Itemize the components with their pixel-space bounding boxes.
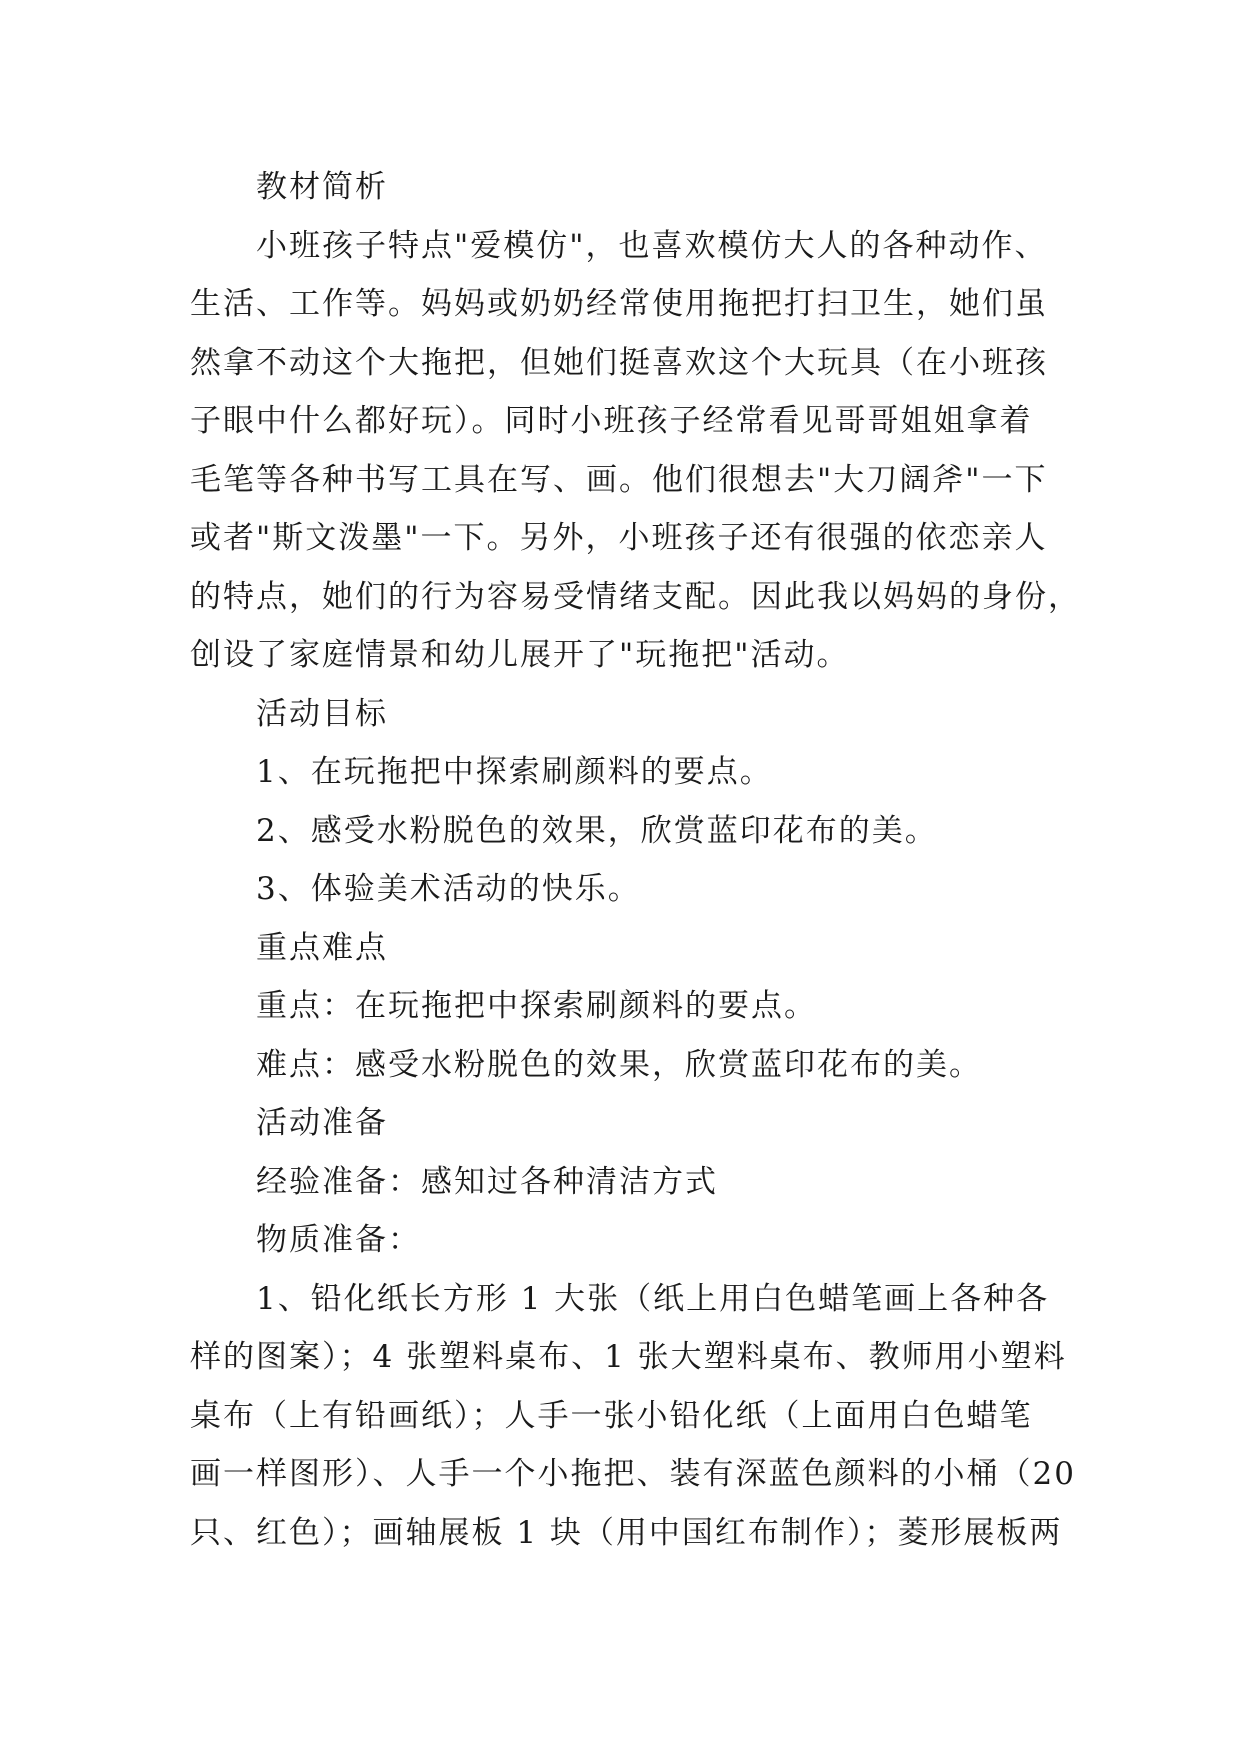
text-line: 然拿不动这个大拖把，但她们挺喜欢这个大玩具（在小班孩 [190,344,1048,381]
text-line: 样的图案）；4 张塑料桌布、1 张大塑料桌布、教师用小塑料 [190,1339,1067,1375]
text-line: 毛笔等各种书写工具在写、画。他们很想去"大刀阔斧"一下 [190,461,1048,498]
text-line: 子眼中什么都好玩）。同时小班孩子经常看见哥哥姐姐拿着 [190,403,1033,439]
text-line: 小班孩子特点"爱模仿"，也喜欢模仿大人的各种动作、 [256,227,1048,264]
text-line: 1、在玩拖把中探索刷颜料的要点。 [256,754,773,790]
text-line: 经验准备：感知过各种清洁方式 [256,1163,718,1200]
text-line: 重点难点 [256,929,388,966]
text-line: 2、感受水粉脱色的效果，欣赏蓝印花布的美。 [256,812,938,849]
text-line: 物质准备： [256,1222,421,1258]
text-line: 3、体验美术活动的快乐。 [256,871,641,907]
text-line: 活动目标 [256,695,388,732]
text-line: 重点：在玩拖把中探索刷颜料的要点。 [256,988,817,1024]
text-line: 或者"斯文泼墨"一下。另外，小班孩子还有很强的依恋亲人 [190,520,1048,556]
text-line: 的特点，她们的行为容易受情绪支配。因此我以妈妈的身份， [190,578,1081,615]
text-line: 桌布（上有铅画纸）；人手一张小铅化纸（上面用白色蜡笔 [190,1397,1033,1434]
text-line: 难点：感受水粉脱色的效果，欣赏蓝印花布的美。 [256,1046,982,1083]
text-line: 生活、工作等。妈妈或奶奶经常使用拖把打扫卫生，她们虽 [190,286,1048,322]
text-line: 画一样图形）、人手一个小拖把、装有深蓝色颜料的小桶（20 [190,1456,1076,1492]
text-line: 只、红色）；画轴展板 1 块（用中国红布制作）；菱形展板两 [190,1514,1063,1551]
text-line: 教材简析 [256,169,388,205]
document-body [190,158,1081,1562]
text-line: 活动准备 [256,1105,388,1141]
text-line: 1、铅化纸长方形 1 大张（纸上用白色蜡笔画上各种各 [256,1280,1050,1317]
text-line: 创设了家庭情景和幼儿展开了"玩拖把"活动。 [190,637,850,673]
